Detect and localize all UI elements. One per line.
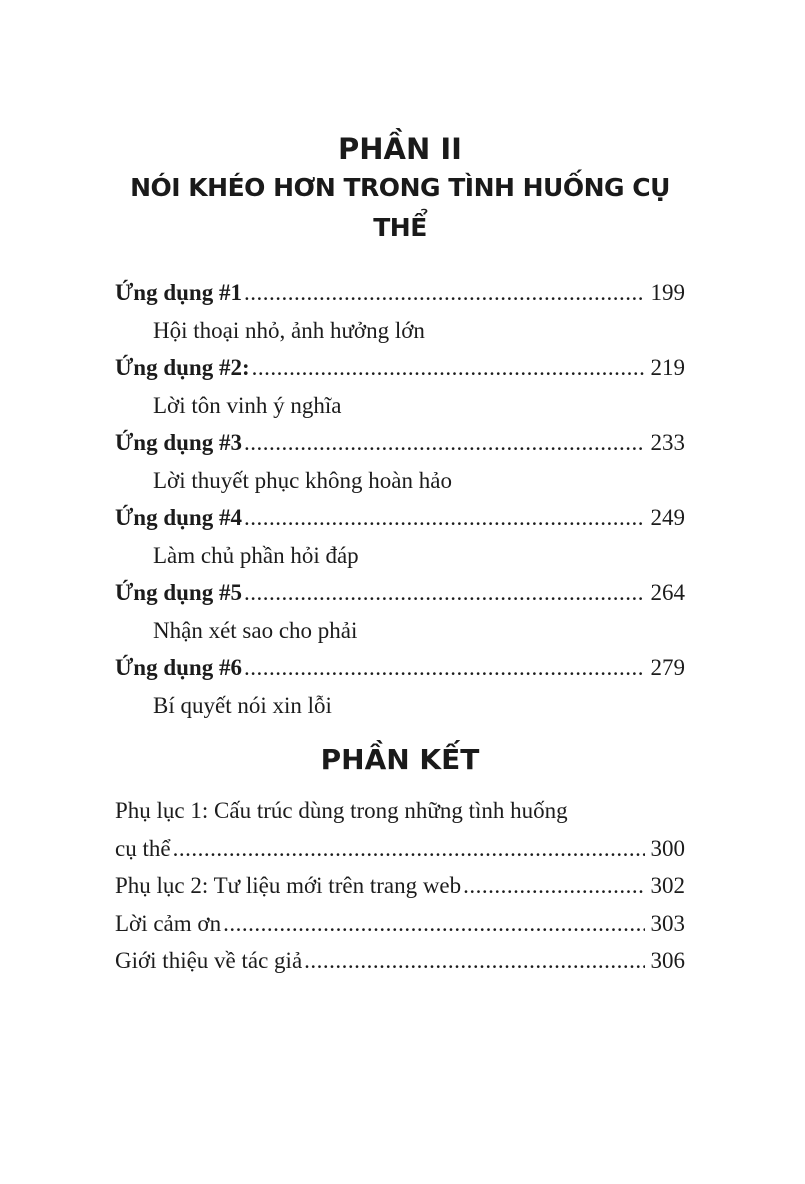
toc-entry-label: Ứng dụng #1: [115, 280, 242, 305]
toc-entry: [115, 424, 685, 462]
dot-leader: [244, 499, 645, 537]
toc-entry-label: Ứng dụng #4: [115, 505, 242, 530]
page-number: 300: [650, 835, 685, 861]
toc-entry-label: Ứng dụng #3: [115, 430, 242, 455]
dot-leader: [252, 349, 645, 387]
dot-leader: [173, 830, 645, 868]
toc-entry-label: Lời cảm ơn: [115, 910, 222, 936]
toc-content-column: [115, 0, 685, 980]
toc-entry: [115, 349, 685, 387]
toc-entry-subtitle: Làm chủ phần hỏi đáp: [153, 542, 359, 568]
toc-entry-label: Ứng dụng #2:: [115, 355, 250, 380]
toc-entry: [115, 274, 685, 312]
page-number: 303: [650, 910, 685, 936]
dot-leader: [463, 867, 644, 905]
toc-entry-line1: Phụ lục 1: Cấu trúc dùng trong những tình huống: [115, 798, 568, 823]
page-number: 279: [650, 655, 685, 680]
dot-leader: [223, 905, 644, 943]
page-number: 302: [650, 873, 685, 898]
conclusion-toc-list: [115, 792, 685, 980]
part2-toc-list: [115, 274, 685, 724]
toc-entry-subtitle: Hội thoại nhỏ, ảnh hưởng lớn: [153, 317, 425, 343]
dot-leader: [244, 424, 645, 462]
toc-entry: [115, 574, 685, 612]
page-number: 199: [650, 280, 685, 305]
dot-leader: [304, 942, 644, 980]
toc-entry-subtitle: Lời thuyết phục không hoàn hảo: [153, 467, 452, 493]
dot-leader: [244, 274, 645, 312]
page-number: 219: [650, 355, 685, 380]
toc-entry-label: Phụ lục 2: Tư liệu mới trên trang web: [115, 873, 462, 898]
dot-leader: [244, 649, 645, 687]
page-number: 306: [650, 948, 685, 973]
toc-entry-line2: [115, 830, 685, 868]
part2-title: PHẦN II: [338, 132, 462, 166]
page-number: 233: [650, 430, 685, 455]
page-number: 249: [650, 505, 685, 530]
toc-entry: [115, 867, 685, 905]
toc-entry: [115, 499, 685, 537]
toc-entry-label: cụ thể: [115, 835, 171, 861]
page-number: 264: [650, 580, 685, 605]
toc-entry: [115, 905, 685, 943]
toc-entry: [115, 942, 685, 980]
conclusion-title: PHẦN KẾT: [320, 743, 480, 776]
toc-entry-label: Ứng dụng #6: [115, 655, 242, 680]
part2-subtitle: NÓI KHÉO HƠN TRONG TÌNH HUỐNG CỤ THỂ: [130, 173, 670, 242]
toc-entry-subtitle: Lời tôn vinh ý nghĩa: [153, 392, 342, 418]
toc-entry-subtitle: Nhận xét sao cho phải: [153, 617, 358, 643]
toc-entry-subtitle: Bí quyết nói xin lỗi: [153, 692, 332, 718]
toc-entry-label: Ứng dụng #5: [115, 580, 242, 605]
dot-leader: [244, 574, 645, 612]
toc-entry-label: Giới thiệu về tác giả: [115, 948, 303, 973]
toc-entry: [115, 649, 685, 687]
